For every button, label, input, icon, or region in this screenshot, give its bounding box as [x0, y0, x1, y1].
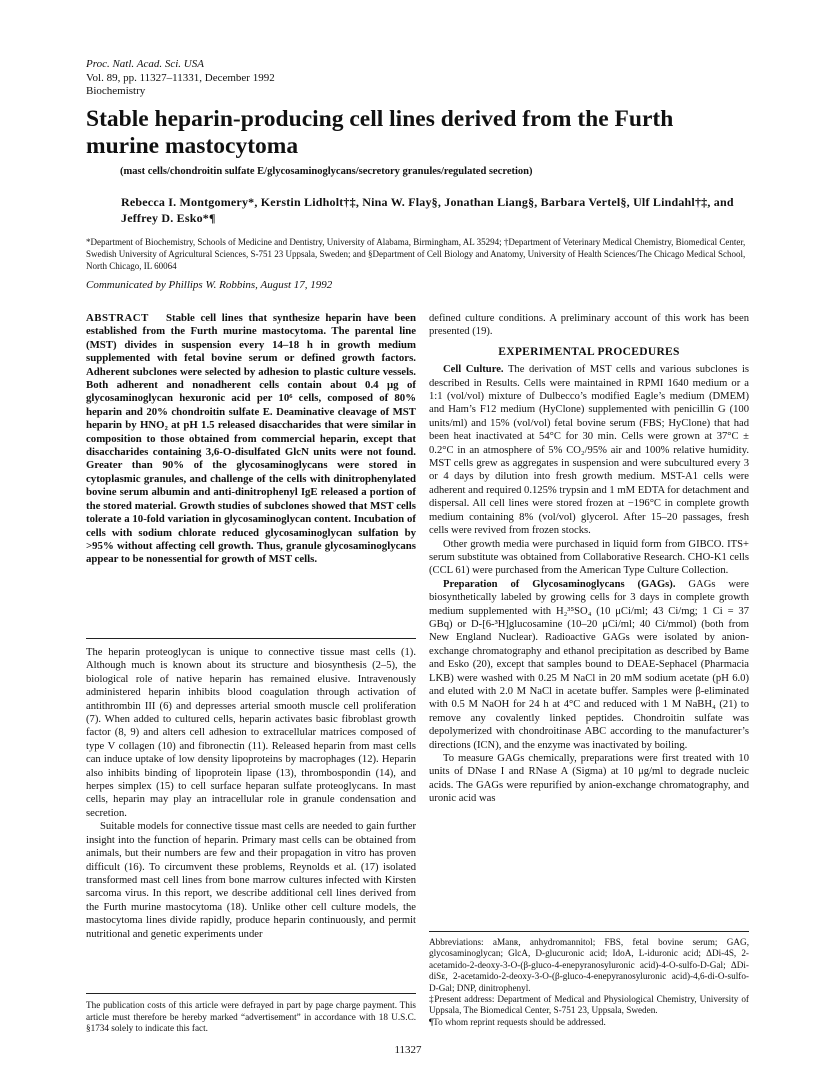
affiliations: *Department of Biochemistry, Schools of Medicine and Dentistry, University of Alabama, Birmingham, AL 35294; †Department of Veterinary Medical Chemistry, Biomedical Center, Swedish University of Agricultural Sciences, S-751 23 Uppsala, Sweden; and §Department of Cell Biology and Anatomy, University of Health Sciences/The Chicago Medical School, North Chicago, IL 60064 — [86, 237, 746, 271]
abstract-divider — [86, 638, 416, 639]
author-list: Rebecca I. Montgomery*, Kerstin Lidholt†‡, Nina W. Flay§, Jonathan Liang§, Barbara Vertel§, Ulf Lindahl†‡, and Jeffrey D. Esko*¶ — [121, 195, 734, 225]
intro-paragraph-1: The heparin proteoglycan is unique to connective tissue mast cells (1). Although much is known about its structure and biosynthesis (2–5), the biological role of native heparin has remained elusive. Intravenously administered heparin inhibits blood coagulation through activation of antithrombin III (6) and depresses arterial smooth muscle cell proliferation (7). When added to cultured cells, heparin activates basic fibroblast growth factor (8, 9) and alters cell adhesion to extracellular matrices composed of type V collagen (10) and fibronectin (11). Released heparin from mast cells can induce uptake of low density lipoproteins by macrophages (12). Heparin also inhibits binding of lipoprotein lipase (13), thrombospondin (14), and herpes simplex (15) to cell surface heparan sulfate proteoglycans. In mast cells, heparin may play an intracellular role in granule condensation and secretion. — [86, 647, 416, 819]
abstract-text: Stable cell lines that synthesize heparin have been established from the Furth murine mastocytoma. The parental line (MST) divides in suspension every 14–18 h in growth medium supplemented with fetal bovine serum or defined growth factors. Adherent subclones were selected by adhesion to plastic culture vessels. Both adherent and nonadherent cells contain about 0.4 μg of glycosaminoglycan hexuronic acid per 10⁶ cells, composed of 80% heparin and 20% chondroitin sulfate E. Deaminative cleavage of MST heparin by HNO₂ at pH 1.5 released disaccharides that were similar in composition to those obtained from commercial heparin, except that disaccharides containing 3,6-O-disulfated GlcN units were not found. Greater than 90% of the glycosaminoglycans were stored in cytoplasmic granules, and challenge of the cells with dinitrophenylated bovine serum albumin and anti-dinitrophenyl IgE released a portion of the stored material. Growth studies of subclones showed that MST cells tolerate a 10-fold variation in glycosaminoglycan content. Incubation of cells with sodium chlorate reduced glycosaminoglycan sulfation by >95% without affecting cell growth. Thus, granule glycosaminoglycans appear to be nonessential for growth of MST cells. — [86, 312, 416, 566]
gag-text: GAGs were biosynthetically labeled by growing cells for 3 days in complete growth medium supplemented with H₂³⁵SO₄ (10 μCi/ml; 43 Ci/mg; 1 Ci = 37 GBq) or D-[6-³H]glucosamine (10–20 μCi/ml; 40 Ci/mmol) (both from New England Nuclear). Radioactive GAGs were isolated by anion-exchange chromatography and ethanol precipitation as described by Bame and Esko (20), except that samples bound to DEAE-Sephacel (Pharmacia LKB) were washed with 0.25 M NaCl in 20 mM sodium acetate (pH 6.0) and eluted with 2.0 M NaCl in acetate buffer. Samples were β-eliminated with 0.5 M NaOH for 24 h at 4°C and reduced with 1 M NaBH₄ (21) to remove any covalently linked peptides. Chondroitin sulfate was depolymerized with chondroitinase ABC according to the manufacturer’s directions (ICN), and the enzyme was inactivated by boiling. — [429, 578, 749, 751]
measure-paragraph: To measure GAGs chemically, preparations were first treated with 10 units of DNase I and RNase A (Sigma) at 10 μg/ml to degrade nucleic acids. The GAGs were repurified by anion-exchange chromatography, and uronic acid was — [429, 753, 749, 805]
footnote-abbreviations: Abbreviations: aManʀ, anhydromannitol; FBS, fetal bovine serum; GAG, glycosaminoglycan; GlcA, D-glucuronic acid; IdoA, L-iduronic acid; ΔDi-4S, 2-acetamido-2-deoxy-3-O-(β-gluco-4-enepyranosyluronic acid)-4-O-sulfo-D-Gal; ΔDi-diSᴇ, 2-acetamido-2-deoxy-3-O-(β-gluco-4-enepyranosyluronic acid)-4,6-di-O-sulfo-D-Gal; DNP, dinitrophenyl. — [429, 937, 749, 993]
other-media-paragraph: Other growth media were purchased in liquid form from GIBCO. ITS+ serum substitute was obtained from Collaborative Research. CHO-K1 cells (CCL 61) were purchased from the American Type Culture Collection. — [429, 538, 749, 577]
footnote-reprints: ¶To whom reprint requests should be addressed. — [429, 1016, 606, 1027]
footnote-present-address: ‡Present address: Department of Medical and Physiological Chemistry, University of Uppsala, The Biomedical Center, S-751 23, Uppsala, Sweden. — [429, 994, 749, 1016]
page-number: 11327 — [394, 1044, 422, 1056]
introduction — [86, 646, 416, 941]
footnote-divider — [429, 931, 749, 932]
abstract-label: ABSTRACT — [86, 312, 149, 324]
journal-volume: Vol. 89, pp. 11327–11331, December 1992 — [86, 71, 275, 84]
publication-note-divider — [86, 993, 416, 994]
footnotes — [429, 937, 749, 1028]
intro-paragraph-2: Suitable models for connective tissue mast cells are needed to gain further insight into the function of heparin. Primary mast cells can be obtained from animals, but their numbers are few and their propagation in vitro has proven difficult (16). To circumvent these problems, Reynolds et al. (17) isolated transformed mast cell lines from bone marrow cultures infected with Kirsten sarcoma virus. In this report, we describe additional cell lines derived from the Furth murine mastocytoma (18). Unlike other cell culture models, the mastocytoma lines divide rapidly, produce heparin continuously, and permit nutritional and genetic experiments under — [86, 821, 416, 940]
cell-culture-heading: Cell Culture. — [443, 364, 504, 376]
keywords: (mast cells/chondroitin sulfate E/glycosaminoglycans/secretory granules/regulated secretion) — [120, 166, 533, 177]
publication-note: The publication costs of this article were defrayed in part by page charge payment. This article must therefore be hereby marked “advertisement” in accordance with 18 U.S.C. §1734 solely to indicate this fact. — [86, 1000, 416, 1034]
article-title: Stable heparin-producing cell lines derived from the Furth murine mastocytoma — [86, 106, 674, 159]
journal-header — [86, 58, 275, 99]
cell-culture-paragraph — [429, 363, 749, 537]
cell-culture-text: The derivation of MST cells and various subclones is described in Results. Cells were maintained in RPMI 1640 medium or a 1:1 (vol/vol) mixture of Dulbecco’s modified Eagle’s medium (DMEM) and Ham’s F12 medium (HyClone) supplemented with penicillin G (100 units/ml) and 15% (vol/vol) fetal bovine serum (FBS; HyClone) that had been heat inactivated at 54°C for 30 min. Cells were grown at 37°C ± 0.2°C in an atmosphere of 5% CO₂/95% air and 100% relative humidity. MST cells grew as aggregates in suspension and were subcultured every 3 or 4 days by dilution into fresh growth medium. MST-A1 cells were adherent and required 0.125% trypsin and 1 mM EDTA for detachment and dispersal. All cell lines were stored frozen at −196°C in complete growth medium containing 8% (vol/vol) glycerol. After 15–20 passages, fresh cells were revived from frozen stocks. — [429, 364, 750, 537]
section-heading-experimental-procedures: EXPERIMENTAL PROCEDURES — [498, 345, 680, 358]
journal-section: Biochemistry — [86, 85, 146, 97]
gag-paragraph — [429, 578, 749, 752]
communicated-by: Communicated by Phillips W. Robbins, August 17, 1992 — [86, 279, 333, 291]
journal-name: Proc. Natl. Acad. Sci. USA — [86, 58, 204, 70]
intro-continuation: defined culture conditions. A preliminary account of this work has been presented (19). — [429, 313, 749, 338]
abstract — [86, 312, 416, 567]
right-column — [429, 312, 749, 806]
gag-heading: Preparation of Glycosaminoglycans (GAGs). — [443, 578, 676, 590]
